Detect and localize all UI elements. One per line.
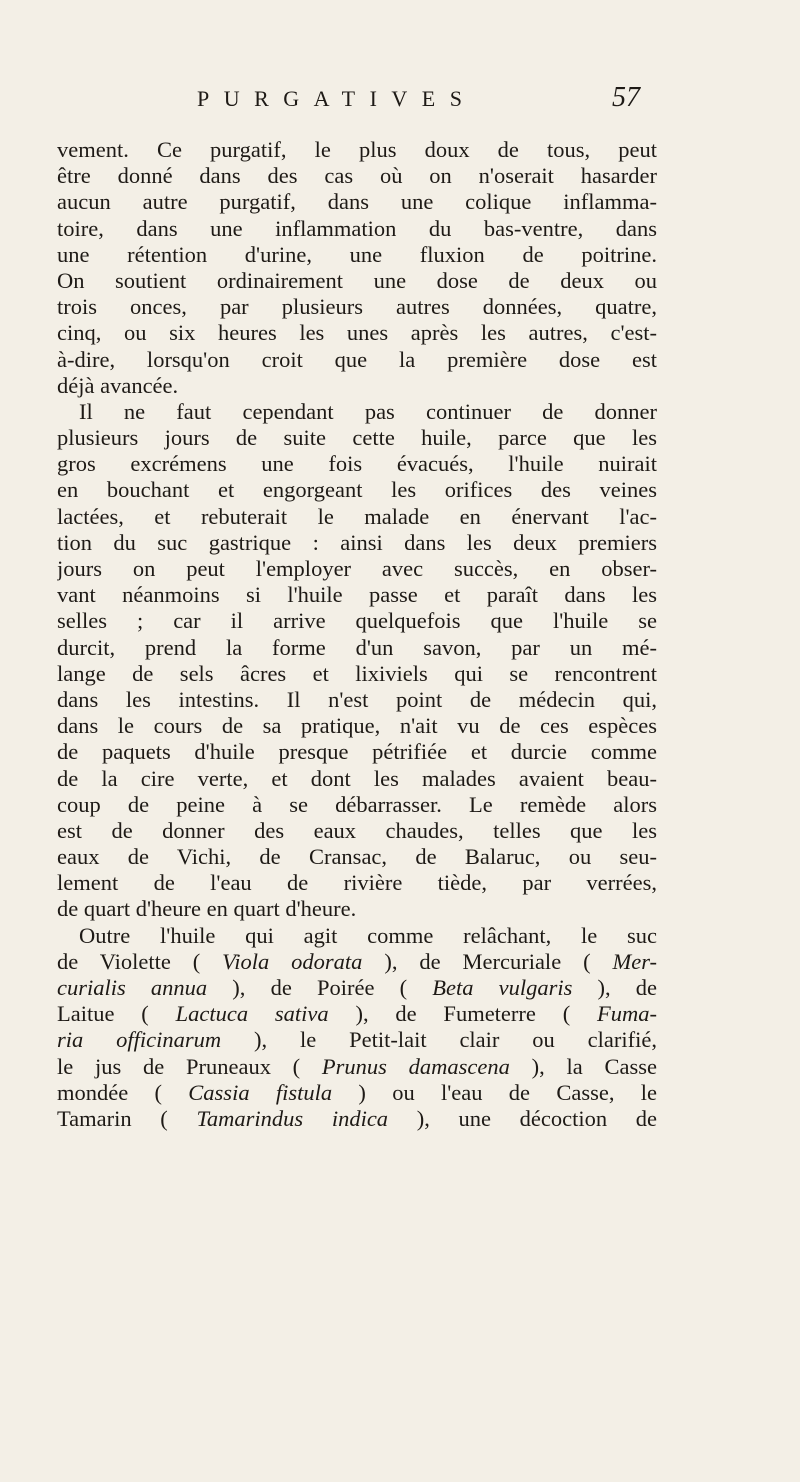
text-segment: à-dire, lorsqu'on croit que la première dose est bbox=[57, 346, 657, 372]
text-segment: lactées, et rebuterait le malade en énervant l'ac- bbox=[57, 503, 657, 529]
text-line bbox=[57, 923, 657, 949]
text-line bbox=[57, 713, 657, 739]
text-line bbox=[57, 1080, 657, 1106]
text-segment: Laitue ( bbox=[57, 1001, 176, 1027]
text-segment: ), de bbox=[572, 975, 657, 1000]
text-segment: ), le Petit-lait clair ou clarifié, bbox=[221, 1027, 657, 1053]
text-line bbox=[57, 425, 657, 451]
text-segment: trois onces, par plusieurs autres données, quatre, bbox=[57, 294, 657, 320]
text-line bbox=[57, 792, 657, 818]
latin-name: Fuma- bbox=[597, 1001, 657, 1027]
text-line bbox=[57, 818, 657, 844]
latin-name: Prunus damascena bbox=[321, 1053, 510, 1079]
text-line bbox=[57, 896, 657, 922]
text-segment: coup de peine à se débarrasser. Le remède alors bbox=[57, 791, 657, 817]
text-line bbox=[57, 635, 657, 661]
text-segment: tion du suc gastrique : ainsi dans les deux premiers bbox=[57, 529, 657, 555]
text-segment: est de donner des eaux chaudes, telles que les bbox=[57, 817, 657, 843]
text-segment: en bouchant et engorgeant les orifices des veines bbox=[57, 477, 657, 503]
text-line bbox=[57, 477, 657, 503]
text-segment: ) ou l'eau de Casse, le bbox=[332, 1079, 657, 1105]
text-segment: durcit, prend la forme d'un savon, par un mé- bbox=[57, 634, 657, 660]
text-line bbox=[57, 294, 657, 320]
text-line bbox=[57, 216, 657, 242]
text-line bbox=[57, 766, 657, 792]
text-line bbox=[57, 399, 657, 425]
text-line bbox=[57, 556, 657, 582]
text-line bbox=[57, 661, 657, 687]
text-segment: de Violette ( bbox=[57, 948, 223, 974]
text-segment: mondée ( bbox=[57, 1079, 189, 1105]
text-line bbox=[57, 870, 657, 896]
text-line bbox=[57, 137, 657, 163]
text-segment: jours on peut l'employer avec succès, en obser- bbox=[57, 556, 657, 581]
latin-name: curialis annua bbox=[57, 975, 208, 1000]
latin-name: Beta vulgaris bbox=[432, 975, 573, 1000]
latin-name: Tamarindus indica bbox=[196, 1105, 389, 1131]
text-line bbox=[57, 504, 657, 530]
text-line bbox=[57, 844, 657, 870]
text-segment: ), de Fumeterre ( bbox=[328, 1001, 598, 1027]
text-segment: ), de Poirée ( bbox=[207, 975, 433, 1000]
text-segment: lange de sels âcres et lixiviels qui se rencontrent bbox=[57, 660, 657, 686]
text-segment: gros excrémens une fois évacués, l'huile nuirait bbox=[57, 451, 657, 477]
text-line bbox=[57, 687, 657, 713]
text-line bbox=[57, 320, 657, 346]
latin-name: Lactuca sativa bbox=[175, 1001, 329, 1027]
text-line bbox=[57, 1027, 657, 1053]
running-title: PURGATIVES bbox=[197, 86, 477, 111]
text-segment: Outre l'huile qui agit comme relâchant, le suc bbox=[79, 922, 657, 948]
text-line bbox=[57, 949, 657, 975]
text-line bbox=[57, 1054, 657, 1080]
text-line bbox=[57, 1001, 657, 1027]
text-segment: Il ne faut cependant pas continuer de donner bbox=[79, 398, 657, 424]
text-segment: plusieurs jours de suite cette huile, parce que les bbox=[57, 425, 657, 451]
running-head bbox=[57, 82, 657, 122]
text-segment: cinq, ou six heures les unes après les autres, c'est- bbox=[57, 320, 657, 346]
text-segment: le jus de Pruneaux ( bbox=[57, 1053, 322, 1079]
text-line bbox=[57, 268, 657, 294]
page-number: 57 bbox=[612, 82, 640, 113]
text-segment: toire, dans une inflammation du bas-ventre, dans bbox=[57, 215, 657, 241]
latin-name: Viola odorata bbox=[222, 948, 363, 974]
text-line bbox=[57, 975, 657, 1001]
text-segment: ), la Casse bbox=[509, 1053, 657, 1079]
text-line bbox=[57, 189, 657, 215]
text-segment: selles ; car il arrive quelquefois que l'huile se bbox=[57, 608, 657, 634]
latin-name: ria officinarum bbox=[57, 1027, 222, 1053]
text-segment: lement de l'eau de rivière tiède, par verrées, bbox=[57, 870, 657, 896]
text-segment: ), une décoction de bbox=[388, 1105, 657, 1131]
latin-name: Cassia fistula bbox=[188, 1079, 333, 1105]
latin-name: Mer- bbox=[612, 948, 657, 974]
text-segment: dans les intestins. Il n'est point de médecin qui, bbox=[57, 686, 657, 712]
text-line bbox=[57, 1106, 657, 1132]
text-segment: de la cire verte, et dont les malades avaient beau- bbox=[57, 765, 657, 791]
text-line bbox=[57, 347, 657, 373]
text-segment: de paquets d'huile presque pétrifiée et durcie comme bbox=[57, 739, 657, 765]
text-segment: être donné dans des cas où on n'oserait hasarder bbox=[57, 163, 657, 189]
text-segment: On soutient ordinairement une dose de deux ou bbox=[57, 267, 657, 293]
text-line bbox=[57, 530, 657, 556]
text-line bbox=[57, 242, 657, 268]
text-line bbox=[57, 373, 657, 399]
text-segment: eaux de Vichi, de Cransac, de Balaruc, ou seu- bbox=[57, 844, 657, 870]
text-segment: vant néanmoins si l'huile passe et paraît dans les bbox=[57, 582, 657, 608]
text-segment: une rétention d'urine, une fluxion de poitrine. bbox=[57, 241, 657, 267]
text-segment: dans le cours de sa pratique, n'ait vu de ces espèces bbox=[57, 713, 657, 739]
text-segment: aucun autre purgatif, dans une colique inflamma- bbox=[57, 189, 657, 215]
text-line bbox=[57, 582, 657, 608]
text-line bbox=[57, 163, 657, 189]
text-segment: de quart d'heure en quart d'heure. bbox=[57, 896, 357, 922]
text-segment: ), de Mercuriale ( bbox=[362, 948, 613, 974]
text-segment: déjà avancée. bbox=[57, 372, 179, 398]
text-line bbox=[57, 739, 657, 765]
text-line bbox=[57, 451, 657, 477]
text-segment: Tamarin ( bbox=[57, 1105, 197, 1131]
body-text bbox=[57, 137, 657, 1132]
text-line bbox=[57, 608, 657, 634]
text-segment: vement. Ce purgatif, le plus doux de tous, peut bbox=[57, 137, 657, 162]
